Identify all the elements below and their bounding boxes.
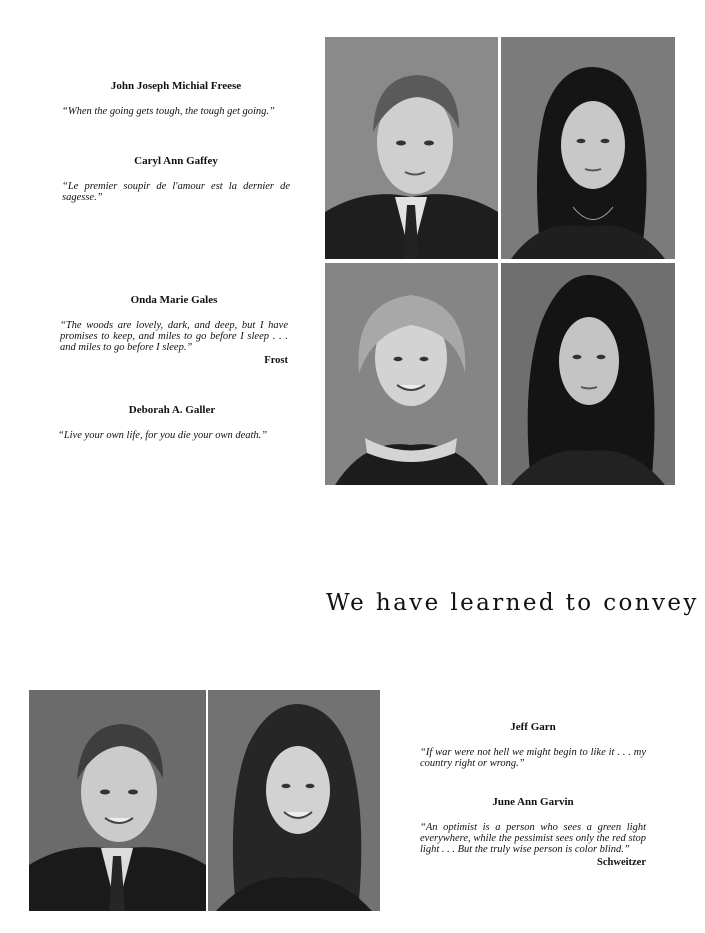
entry-gales (60, 294, 288, 366)
entry-attribution: Schweitzer (597, 857, 646, 868)
entry-gaffey (62, 155, 290, 203)
entry-quote: “When the going gets tough, the tough get going.” (62, 106, 275, 117)
entry-attribution: Frost (264, 355, 288, 366)
entry-name: Jeff Garn (510, 721, 556, 733)
entry-name: Deborah A. Galler (128, 404, 216, 416)
portrait-photo (325, 263, 498, 485)
portrait-photo (29, 690, 206, 911)
portrait-photo (325, 37, 498, 259)
entry-quote: “Le premier soupir de l'amour est la dernier de sagesse.” (62, 181, 290, 203)
entry-garvin (420, 796, 646, 868)
portrait-photo (208, 690, 380, 911)
entry-galler (58, 404, 286, 441)
entry-quote: “Live your own life, for you die your own death.” (58, 430, 268, 441)
entry-quote: “If war were not hell we might begin to like it . . . my country right or wrong.” (420, 747, 646, 769)
entry-garn (420, 721, 646, 769)
section-banner: We have learned to convey (326, 590, 699, 616)
portrait-photo (501, 263, 675, 485)
entry-quote: “The woods are lovely, dark, and deep, but I have promises to keep, and miles to go before I sleep . . . and miles to go before I sleep.” (60, 320, 288, 353)
entry-name: Onda Marie Gales (130, 294, 218, 306)
entry-name: June Ann Garvin (492, 796, 574, 808)
entry-quote: “An optimist is a person who sees a green light everywhere, while the pessimist sees only the red stop light . . . But the truly wise person is color blind.” (420, 822, 646, 855)
entry-name: Caryl Ann Gaffey (134, 155, 218, 167)
entry-freese (62, 80, 290, 117)
portrait-photo (501, 37, 675, 259)
entry-name: John Joseph Michial Freese (110, 80, 242, 92)
